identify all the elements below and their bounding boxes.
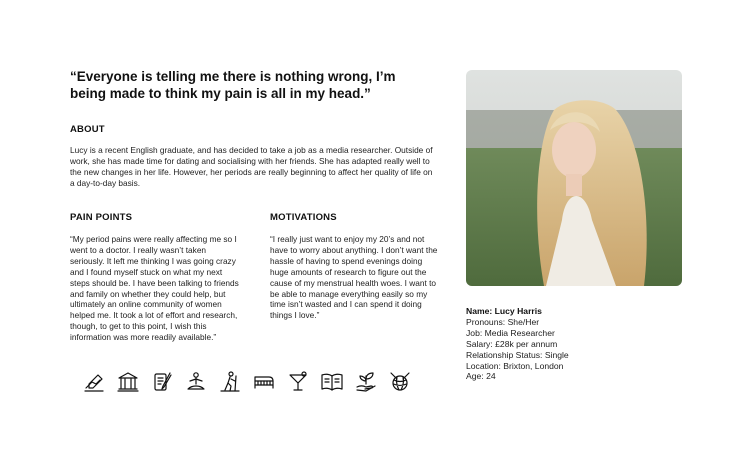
motivations-heading: MOTIVATIONS (270, 212, 337, 223)
about-text: Lucy is a recent English graduate, and has decided to take a job as a media researcher. Outside of work, she has made time for dating and socialising with her friends. She has adapted really well to the new changes in her life. However, her periods are really beginning to affect her quality of life on a day-to-day basis. (70, 145, 433, 188)
writing-hand-icon (82, 370, 106, 394)
plant-in-hand-icon (354, 370, 378, 394)
about-heading: ABOUT (70, 124, 105, 135)
yarn-knitting-icon (388, 370, 412, 394)
profile-relationship: Relationship Status: Single (466, 349, 569, 360)
persona-quote: “Everyone is telling me there is nothing wrong, I’m being made to think my pain is all in my head.” (70, 69, 396, 101)
open-book-icon (320, 370, 344, 394)
piano-icon (252, 370, 276, 394)
museum-icon (116, 370, 140, 394)
pain-points-text: “My period pains were really affecting me so I went to a doctor. I really wasn’t taken seriously. It left me thinking I was going crazy and I found myself stuck on what my next steps should be. I have been talking to friends and family on whether they could help, but ultimately an online community of women helped me. It took a lot of effort and research, though, to get to this point, I wish this information was more readily available.” (70, 234, 239, 343)
profile-pronouns: Pronouns: She/Her (466, 316, 540, 327)
pain-points-heading: PAIN POINTS (70, 212, 133, 223)
profile-age: Age: 24 (466, 371, 496, 382)
motivations-text: “I really just want to enjoy my 20’s and not have to worry about anything. I don’t want the hassle of having to spend evenings doing huge amounts of research to figure out the cause of my menstrual health woes. I want to be able to manage everything easily so my time isn’t wasted and I can spend it doing things I love.” (270, 234, 438, 321)
meditation-icon (184, 370, 208, 394)
profile-location: Location: Brixton, London (466, 360, 564, 371)
profile-job: Job: Media Researcher (466, 327, 555, 338)
persona-profile (466, 306, 666, 382)
persona-photo (466, 70, 682, 286)
scroll-quill-icon (150, 370, 174, 394)
interests-icon-row (82, 370, 412, 398)
profile-name: Name: Lucy Harris (466, 306, 542, 316)
profile-salary: Salary: £28k per annum (466, 338, 558, 349)
hiking-icon (218, 370, 242, 394)
cocktail-icon (286, 370, 310, 394)
